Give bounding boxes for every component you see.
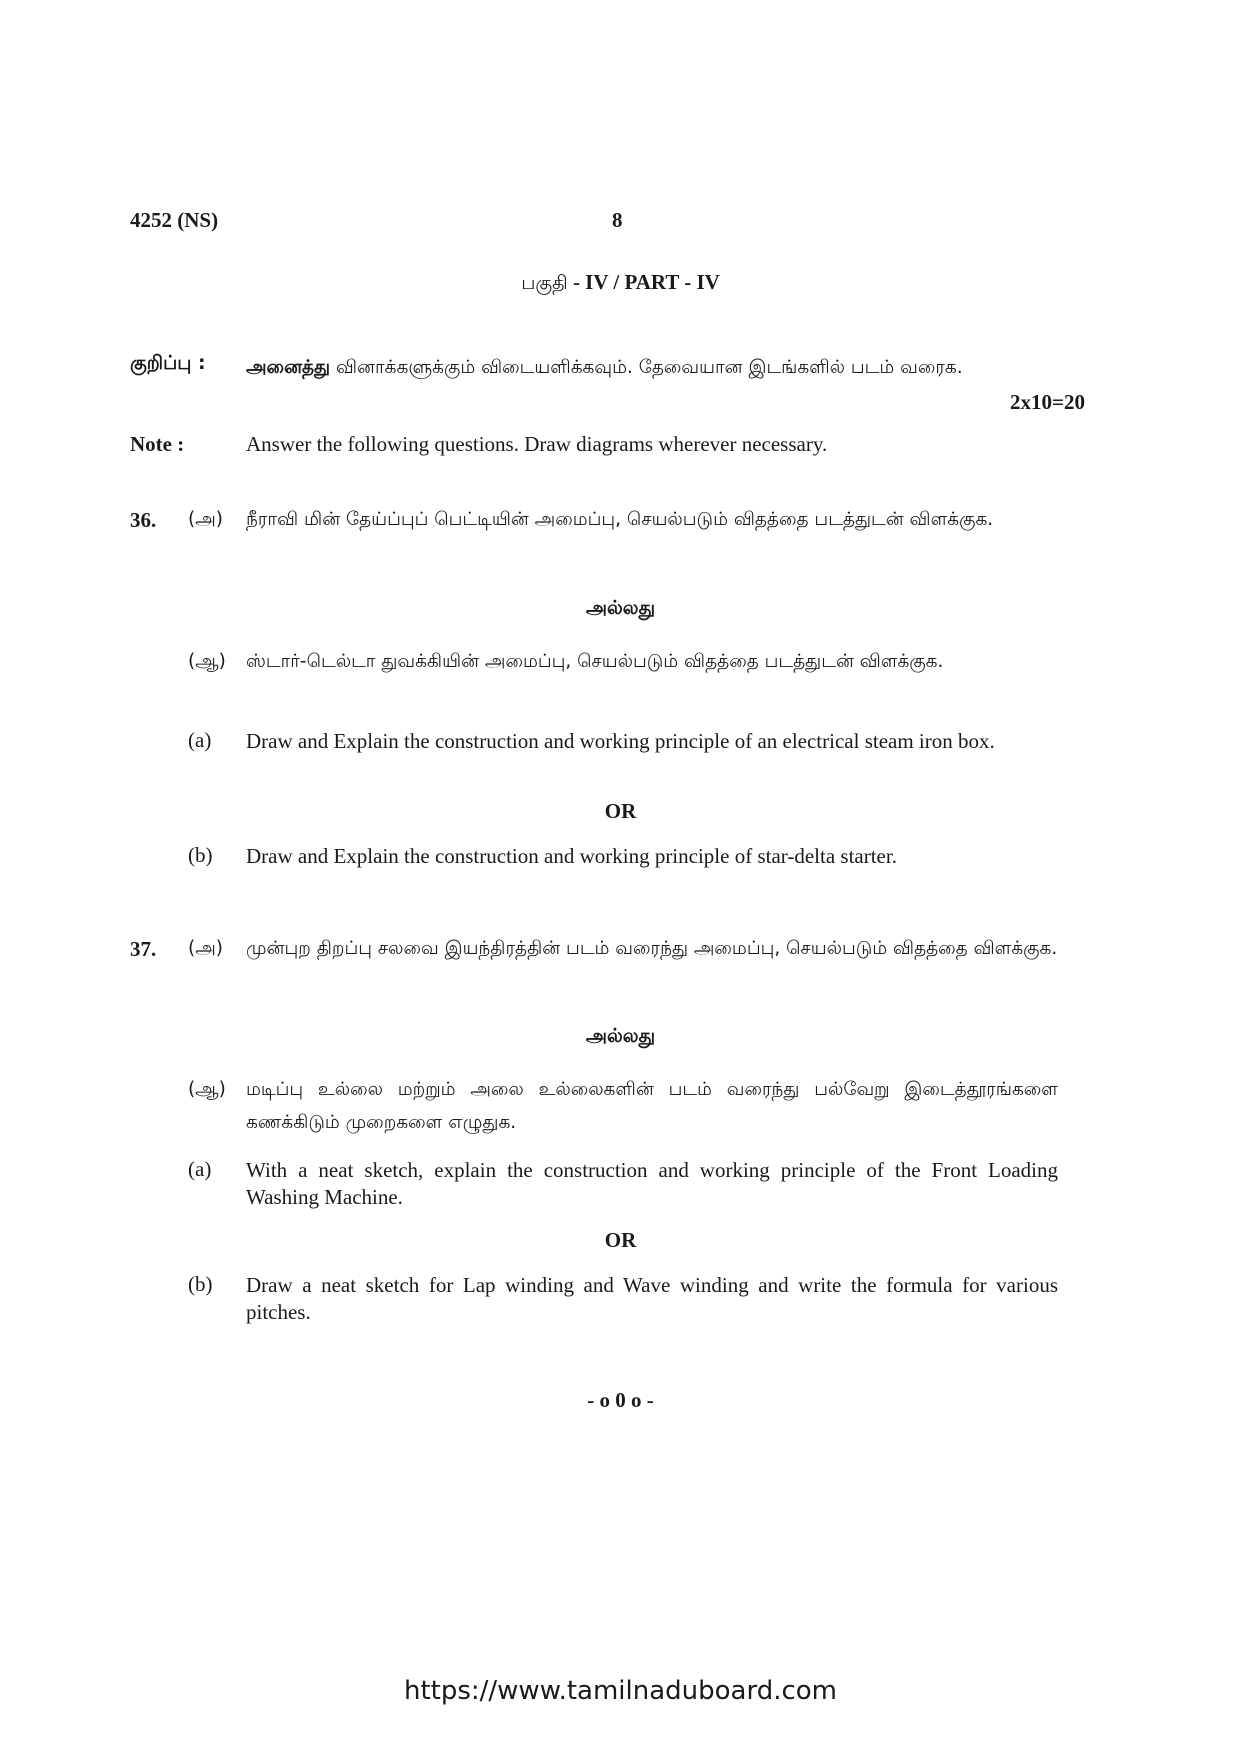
option-text: நீராவி மின் தேய்ப்புப் பெட்டியின் அமைப்பு, செயல்படும் விதத்தை படத்துடன் விளக்குக.: [246, 509, 994, 530]
or-tamil: அல்லது: [585, 1025, 656, 1047]
option-marker: (அ): [188, 509, 223, 530]
note-english-text: Answer the following questions. Draw diagrams wherever necessary.: [246, 432, 828, 456]
part-title-english: - IV / PART - IV: [567, 270, 720, 294]
question-36-b-english: Draw and Explain the construction and working principle of star-delta starter.: [246, 844, 897, 868]
option-marker: (a): [188, 728, 212, 752]
or-english: OR: [604, 1228, 637, 1252]
end-mark: - o 0 o -: [587, 1388, 654, 1412]
question-number: 37.: [130, 937, 157, 961]
question-37-a-tamil: [188, 932, 1058, 965]
note-tamil-label: குறிப்பு :: [130, 352, 206, 374]
option-marker: (ஆ): [188, 1079, 226, 1100]
option-marker: (ஆ): [188, 651, 226, 672]
option-text: முன்புற திறப்பு சலவை இயந்திரத்தின் படம் வரைந்து அமைப்பு, செயல்படும் விதத்தை விளக்குக.: [246, 938, 1058, 959]
option-text: மடிப்பு உல்லை மற்றும் அலை உல்லைகளின் படம் வரைந்து பல்வேறு இடைத்தூரங்களை கணக்கிடும் முறைகளை எழுதுக.: [246, 1079, 1058, 1133]
option-marker: (அ): [188, 938, 223, 959]
note-english-label: Note :: [130, 432, 185, 456]
footer-url-link[interactable]: https://www.tamilnaduboard.com: [403, 1676, 838, 1706]
question-37-a-english: With a neat sketch, explain the construction and working principle of the Front Loading Washing Machine.: [246, 1158, 1058, 1209]
or-tamil: அல்லது: [585, 597, 656, 619]
question-36-a-tamil: [188, 503, 1058, 536]
note-tamil-body: வினாக்களுக்கும் விடையளிக்கவும். தேவையான இடங்களில் படம் வரைக.: [330, 357, 963, 378]
question-36-a-english: Draw and Explain the construction and working principle of an electrical steam iron box.: [246, 729, 995, 753]
page-number: 8: [612, 208, 623, 232]
note-tamil-text: [246, 352, 1056, 384]
note-tamil-bold: அனைத்து: [246, 357, 331, 378]
option-marker: (a): [188, 1157, 212, 1181]
question-36-b-tamil: [188, 645, 1058, 678]
paper-code: 4252 (NS): [130, 208, 219, 232]
marks-allocation: 2x10=20: [1010, 390, 1085, 414]
part-title-tamil: பகுதி: [521, 272, 568, 294]
option-text: ஸ்டார்-டெல்டா துவக்கியின் அமைப்பு, செயல்படும் விதத்தை படத்துடன் விளக்குக.: [246, 651, 944, 672]
option-marker: (b): [188, 843, 213, 867]
question-number: 36.: [130, 508, 157, 532]
question-37-b-english: Draw a neat sketch for Lap winding and Wave winding and write the formula for various pitches.: [246, 1273, 1058, 1324]
or-english: OR: [604, 799, 637, 823]
question-37-b-tamil: [188, 1073, 1058, 1139]
part-title: [0, 270, 1241, 297]
option-marker: (b): [188, 1272, 213, 1296]
